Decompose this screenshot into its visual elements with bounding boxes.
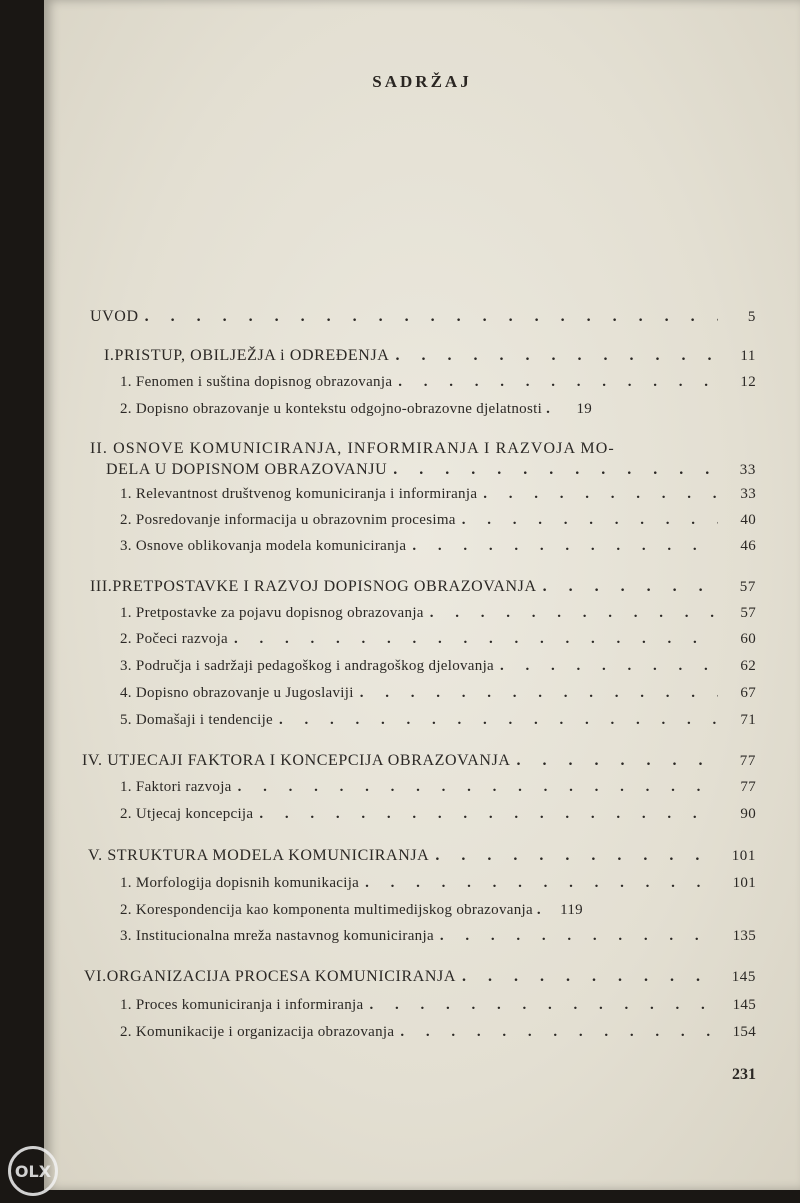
toc-number: 1. xyxy=(120,374,132,390)
toc-entry-6-1 xyxy=(120,994,756,1016)
leader-dots xyxy=(365,872,718,894)
leader-dots xyxy=(395,345,718,367)
toc-number: I. xyxy=(104,347,115,364)
toc-number: 2. xyxy=(120,902,132,918)
leader-dots xyxy=(145,306,718,328)
leader-dots xyxy=(462,966,718,988)
toc-label: Područja i sadržaji pedagoškog i andragoškog djelovanja xyxy=(135,658,494,674)
leader-dots xyxy=(462,509,718,531)
leader-dots xyxy=(360,682,718,704)
toc-number: 2. xyxy=(120,401,132,417)
toc-page-number: 19 xyxy=(576,401,593,417)
toc-label: Fenomen i suština dopisnog obrazovanja xyxy=(135,374,393,390)
toc-entry-5-3 xyxy=(120,925,756,947)
toc-page-number: 5 xyxy=(747,309,756,325)
toc-label: OSNOVE KOMUNICIRANJA, INFORMIRANJA I RAZVOJA MO- xyxy=(113,440,615,457)
toc-number: 1. xyxy=(120,486,132,502)
toc-entry-3-1 xyxy=(120,602,756,624)
toc-entry-chapter-4 xyxy=(82,750,756,772)
leader-dots xyxy=(430,602,718,624)
leader-dots xyxy=(398,371,718,393)
toc-page-number: 11 xyxy=(740,348,756,364)
toc-page-number: 33 xyxy=(740,486,756,502)
leader-dots xyxy=(440,925,718,947)
toc-entry-2-3 xyxy=(120,535,756,557)
toc-label: Institucionalna mreža nastavnog komuniciranja xyxy=(135,928,434,944)
page-number: 231 xyxy=(732,1066,756,1083)
toc-entry-5-1 xyxy=(120,872,756,894)
leader-dots xyxy=(279,709,718,731)
toc-entry-1-1 xyxy=(120,371,756,393)
toc-number: 3. xyxy=(120,658,132,674)
toc-entry-4-1 xyxy=(120,776,756,798)
toc-number: V. xyxy=(88,847,103,864)
book-page xyxy=(44,0,800,1190)
toc-entry-3-5 xyxy=(120,709,756,731)
toc-number: 1. xyxy=(120,997,132,1013)
leader-dots xyxy=(400,1021,718,1043)
toc-number: 3. xyxy=(120,928,132,944)
toc-label: STRUKTURA MODELA KOMUNICIRANJA xyxy=(107,847,430,864)
toc-page-number: 145 xyxy=(731,969,756,985)
leader-dots xyxy=(483,483,718,505)
toc-entry-5-2 xyxy=(120,899,756,921)
toc-label: Proces komuniciranja i informiranja xyxy=(135,997,364,1013)
toc-entry-2-2 xyxy=(120,509,756,531)
toc-page-number: 12 xyxy=(740,374,756,390)
leader-dots xyxy=(537,899,551,921)
toc-label: ORGANIZACIJA PROCESA KOMUNICIRANJA xyxy=(106,968,457,985)
toc-page-number: 101 xyxy=(732,875,756,891)
leader-dots xyxy=(412,535,718,557)
toc-label: Utjecaj koncepcija xyxy=(135,806,254,822)
toc-label: Dopisno obrazovanje u kontekstu odgojno-obrazovne djelatnosti xyxy=(135,401,543,417)
toc-entry-chapter-5 xyxy=(88,845,756,867)
toc-page-number: 57 xyxy=(739,579,756,595)
toc-entry-chapter-3 xyxy=(90,576,756,598)
toc-number: 1. xyxy=(120,605,132,621)
leader-dots xyxy=(543,576,718,598)
toc-page-number: 67 xyxy=(740,685,756,701)
toc-label: Posredovanje informacija u obrazovnim procesima xyxy=(135,512,456,528)
toc-page-number: 101 xyxy=(731,848,756,864)
toc-number: 2. xyxy=(120,1024,132,1040)
toc-label: Komunikacije i organizacija obrazovanja xyxy=(135,1024,395,1040)
toc-entry-chapter-2-line1 xyxy=(90,438,714,460)
toc-entry-1-2 xyxy=(120,398,756,420)
toc-number: 2. xyxy=(120,806,132,822)
toc-page-number: 77 xyxy=(740,779,756,795)
olx-watermark-logo: OLX xyxy=(8,1146,58,1196)
leader-dots xyxy=(546,398,560,420)
toc-label: Osnove oblikovanja modela komuniciranja xyxy=(135,538,407,554)
toc-label: Počeci razvoja xyxy=(135,631,228,647)
leader-dots xyxy=(259,803,718,825)
toc-label: Morfologija dopisnih komunikacija xyxy=(135,875,360,891)
toc-entry-chapter-2-line2 xyxy=(106,459,756,481)
toc-entry-6-2 xyxy=(120,1021,756,1043)
toc-label: Faktori razvoja xyxy=(135,779,232,795)
toc-page-number: 154 xyxy=(732,1024,756,1040)
toc-number: 5. xyxy=(120,712,132,728)
toc-number: II. xyxy=(90,440,108,457)
toc-page-number: 145 xyxy=(732,997,756,1013)
toc-label: DELA U DOPISNOM OBRAZOVANJU xyxy=(106,461,388,478)
toc-entry-uvod xyxy=(90,306,756,328)
leader-dots xyxy=(500,655,718,677)
toc-page-number: 119 xyxy=(560,902,583,918)
toc-number: VI. xyxy=(84,968,107,985)
toc-page-number: 135 xyxy=(732,928,756,944)
toc-page-number: 60 xyxy=(740,631,756,647)
toc-label: Relevantnost društvenog komuniciranja i informiranja xyxy=(135,486,478,502)
toc-label: UTJECAJI FAKTORA I KONCEPCIJA OBRAZOVANJA xyxy=(107,752,511,769)
toc-label: UVOD xyxy=(90,308,139,325)
leader-dots xyxy=(393,459,718,481)
toc-label: Pretpostavke za pojavu dopisnog obrazovanja xyxy=(135,605,424,621)
toc-entry-3-2 xyxy=(120,628,756,650)
toc-page-number: 40 xyxy=(740,512,756,528)
toc-page-number: 57 xyxy=(740,605,756,621)
toc-entry-chapter-1 xyxy=(104,345,756,367)
leader-dots xyxy=(238,776,718,798)
page-title: SADRŽAJ xyxy=(372,72,472,91)
toc-label: Korespondencija kao komponenta multimedijskog obrazovanja xyxy=(135,902,533,918)
toc-number: IV. xyxy=(82,752,103,769)
toc-number: 1. xyxy=(120,779,132,795)
toc-page-number: 71 xyxy=(740,712,756,728)
toc-label: PRETPOSTAVKE I RAZVOJ DOPISNOG OBRAZOVANJA xyxy=(112,578,537,595)
toc-number: III. xyxy=(90,578,113,595)
leader-dots xyxy=(369,994,718,1016)
toc-entry-3-3 xyxy=(120,655,756,677)
table-of-contents xyxy=(44,0,800,1190)
toc-label: Domašaji i tendencije xyxy=(135,712,274,728)
leader-dots xyxy=(517,750,718,772)
toc-page-number: 46 xyxy=(740,538,756,554)
toc-page-number: 33 xyxy=(739,462,756,478)
toc-number: 3. xyxy=(120,538,132,554)
toc-label: Dopisno obrazovanje u Jugoslaviji xyxy=(135,685,354,701)
toc-page-number: 62 xyxy=(740,658,756,674)
toc-entry-chapter-6 xyxy=(84,966,756,988)
toc-label: PRISTUP, OBILJEŽJA i ODREĐENJA xyxy=(114,347,390,364)
toc-page-number: 90 xyxy=(740,806,756,822)
toc-number: 4. xyxy=(120,685,132,701)
toc-entry-2-1 xyxy=(120,483,756,505)
toc-number: 2. xyxy=(120,631,132,647)
leader-dots xyxy=(435,845,718,867)
leader-dots xyxy=(234,628,718,650)
toc-page-number: 77 xyxy=(739,753,756,769)
toc-number: 2. xyxy=(120,512,132,528)
toc-number: 1. xyxy=(120,875,132,891)
toc-entry-3-4 xyxy=(120,682,756,704)
toc-entry-4-2 xyxy=(120,803,756,825)
